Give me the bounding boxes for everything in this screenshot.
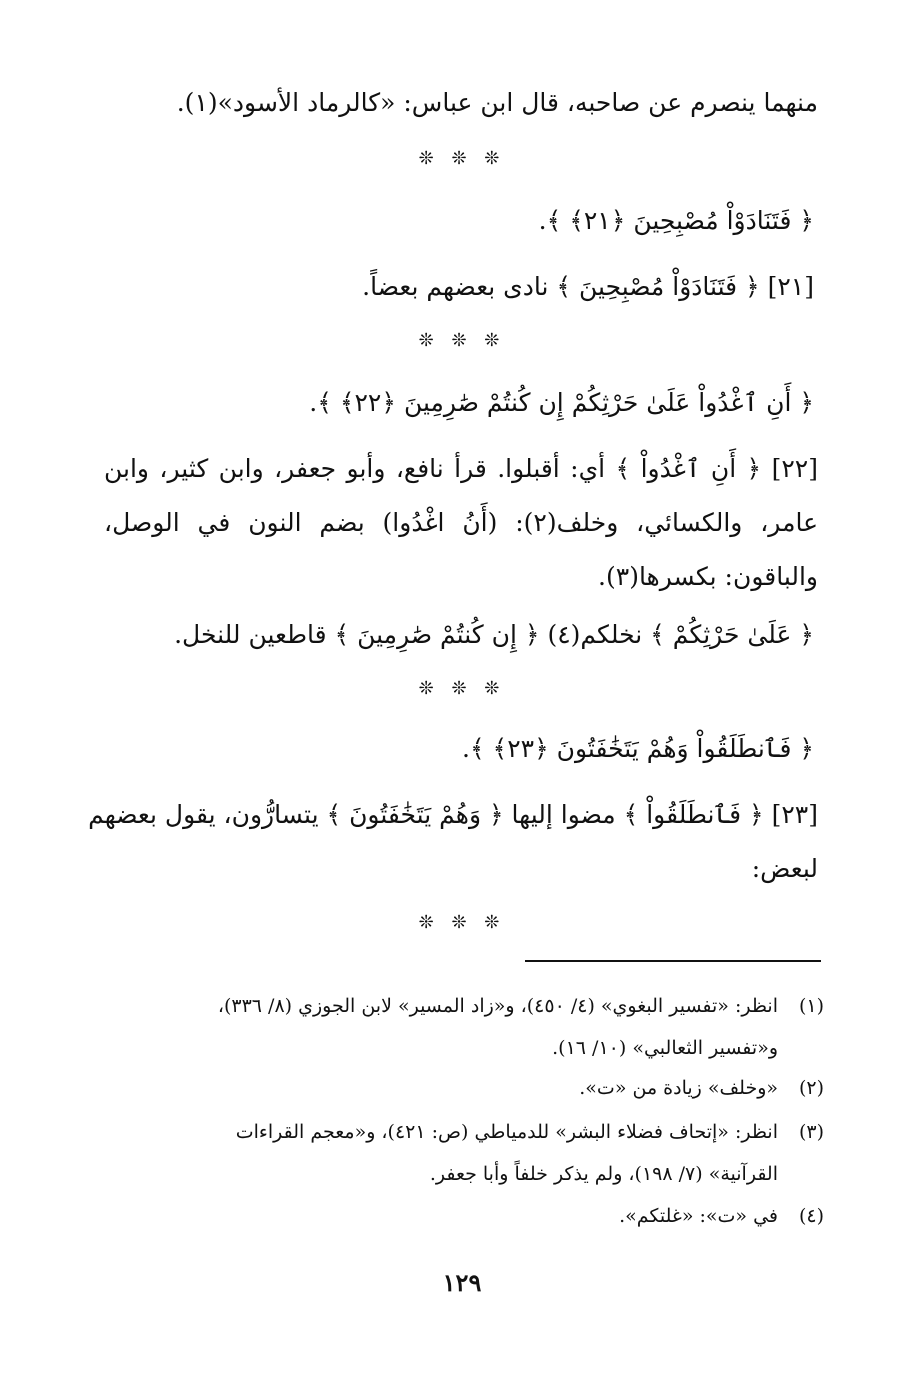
commentary-22-line-3: والباقون: بكسرها(٣). — [598, 562, 818, 591]
footnote-number: (١) — [798, 995, 824, 1017]
footnote-4 — [104, 1202, 824, 1230]
verse-21: ﴿ فَتَنَادَوْاْ مُصْبِحِينَ ﴿٢١﴾ ﴾. — [538, 206, 814, 235]
footnote-text: في «ت»: «غلتكم». — [619, 1205, 778, 1227]
commentary-22-line-4: ﴿ عَلَىٰ حَرْثِكُمْ ﴾ نخلكم(٤) ﴿ إِن كُنتُمْ صَٰرِمِينَ ﴾ قاطعين للنخل. — [174, 620, 814, 649]
footnote-text: انظر: «إتحاف فضلاء البشر» للدمياطي (ص: ٤٢١)، و«معجم القراءات — [235, 1121, 778, 1143]
footnote-number: (٤) — [798, 1205, 824, 1227]
commentary-23-line-2: لبعض: — [751, 854, 818, 883]
footnote-text: «وخلف» زيادة من «ت». — [579, 1077, 778, 1099]
verse-22: ﴿ أَنِ ٱغْدُواْ عَلَىٰ حَرْثِكُمْ إِن كُنتُمْ صَٰرِمِينَ ﴿٢٢﴾ ﴾. — [309, 388, 814, 417]
commentary-21: [٢١] ﴿ فَتَنَادَوْاْ مُصْبِحِينَ ﴾ نادى بعضهم بعضاً. — [362, 272, 814, 301]
commentary-23-line-1: [٢٣] ﴿ فَٱنطَلَقُواْ ﴾ مضوا إليها ﴿ وَهُمْ يَتَخَٰفَتُونَ ﴾ يتسارُّون، يقول بعضهم — [88, 800, 818, 829]
footnote-number: (٣) — [798, 1121, 824, 1143]
section-separator: ❊ ❊ ❊ — [418, 678, 506, 699]
text-line: منهما ينصرم عن صاحبه، قال ابن عباس: «كالرماد الأسود»(١). — [176, 88, 818, 117]
footnote-3 — [104, 1118, 824, 1146]
page-number: ١٢٩ — [442, 1268, 482, 1297]
section-separator: ❊ ❊ ❊ — [418, 330, 506, 351]
verse-23: ﴿ فَٱنطَلَقُواْ وَهُمْ يَتَخَٰفَتُونَ ﴿٢٣﴾ ﴾. — [462, 734, 814, 763]
footnote-2 — [104, 1074, 824, 1102]
footnote-divider — [525, 960, 821, 962]
section-separator: ❊ ❊ ❊ — [418, 912, 506, 933]
footnote-1 — [104, 992, 824, 1020]
section-separator: ❊ ❊ ❊ — [418, 148, 506, 169]
footnote-3-continued: القرآنية» (٧/ ١٩٨)، ولم يذكر خلفاً وأبا جعفر. — [429, 1163, 778, 1185]
commentary-22-line-2: عامر، والكسائي، وخلف(٢): (أَنُ اغْدُوا) بضم النون في الوصل، — [104, 508, 819, 537]
commentary-22-line-1: [٢٢] ﴿ أَنِ ٱغْدُواْ ﴾ أي: أقبلوا. قرأ نافع، وأبو جعفر، وابن كثير، وابن — [104, 454, 818, 483]
footnote-text: انظر: «تفسير البغوي» (٤/ ٤٥٠)، و«زاد المسير» لابن الجوزي (٨/ ٣٣٦)، — [217, 995, 778, 1017]
footnote-1-continued: و«تفسير الثعالبي» (١٠/ ١٦). — [552, 1037, 778, 1059]
footnote-number: (٢) — [798, 1077, 824, 1099]
